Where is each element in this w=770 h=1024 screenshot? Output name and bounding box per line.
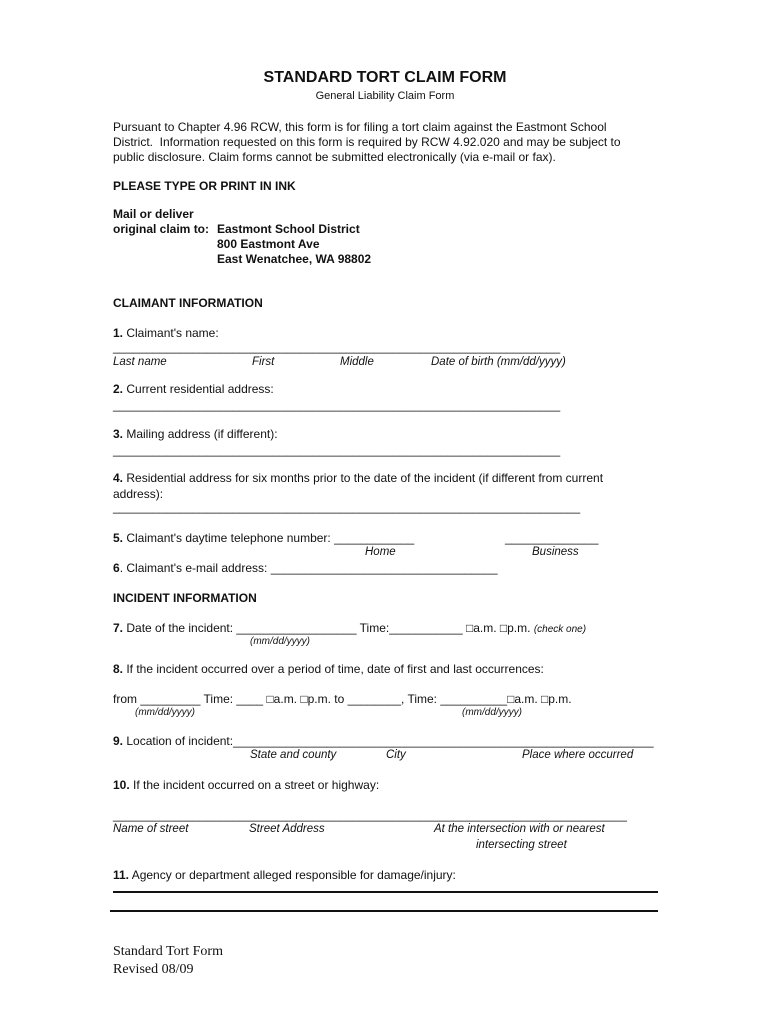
mailing-address-field[interactable]: ___________________________________________________________________	[113, 443, 561, 457]
sub-place-occurred: Place where occurred	[522, 749, 634, 761]
mail-label-2: original claim to:	[113, 222, 210, 236]
street-field[interactable]: _____________________________________________________________________________	[113, 808, 627, 822]
sub-date-format-8a: (mm/dd/yyyy)	[135, 707, 195, 718]
instruction-text: PLEASE TYPE OR PRINT IN INK	[113, 179, 296, 193]
residential-address-field[interactable]: ___________________________________________________________________	[113, 398, 561, 412]
question-11: 11. Agency or department alleged responsible for damage/injury:	[113, 868, 456, 882]
question-7: 7. Date of the incident: __________________ Time:___________ □a.m. □p.m. (check one)	[113, 621, 587, 635]
sub-date-format-8b: (mm/dd/yyyy)	[462, 707, 522, 718]
question-5: 5. Claimant's daytime telephone number: ____________	[113, 531, 415, 545]
sub-date-of-birth: Date of birth (mm/dd/yyyy)	[431, 356, 566, 368]
question-3: 3. Mailing address (if different):	[113, 427, 278, 441]
intro-line-1: Pursuant to Chapter 4.96 RCW, this form is for filing a tort claim against the Eastmont School	[113, 120, 607, 134]
sub-home: Home	[365, 546, 396, 558]
footer-divider	[110, 910, 658, 912]
sub-business: Business	[532, 546, 579, 558]
question-6: 6. Claimant's e-mail address: __________________________________	[113, 561, 498, 575]
form-subtitle: General Liability Claim Form	[315, 90, 455, 102]
question-1: 1. Claimant's name:	[113, 326, 219, 340]
check-one-hint: (check one)	[533, 624, 587, 635]
occurrence-range-field[interactable]: from _________ Time: ____ □a.m. □p.m. to ________, Time: __________□a.m. □p.m.	[113, 692, 572, 706]
question-10: 10. If the incident occurred on a street or highway:	[113, 778, 380, 792]
sub-intersection: At the intersection with or nearest	[434, 823, 605, 835]
sub-street-address: Street Address	[249, 823, 325, 835]
footer-revision: Revised 08/09	[113, 962, 194, 977]
sub-state-county: State and county	[250, 749, 337, 761]
sub-city: City	[386, 749, 406, 761]
agency-answer-line[interactable]	[113, 891, 658, 893]
question-4: 4. Residential address for six months prior to the date of the incident (if different from current	[113, 471, 604, 485]
mail-label-1: Mail or deliver	[113, 207, 194, 221]
claimant-heading: CLAIMANT INFORMATION	[113, 296, 263, 310]
sub-first-name: First	[252, 356, 275, 368]
footer-form-name: Standard Tort Form	[113, 944, 223, 959]
sub-street-name: Name of street	[113, 823, 189, 835]
question-2: 2. Current residential address:	[113, 382, 274, 396]
incident-heading: INCIDENT INFORMATION	[113, 591, 257, 605]
claimant-name-field[interactable]: ___________________________________________________________________	[113, 340, 561, 354]
question-8: 8. If the incident occurred over a period of time, date of first and last occurrences:	[113, 662, 544, 676]
sub-last-name: Last name	[113, 356, 167, 368]
sub-intersecting-street: intersecting street	[476, 839, 567, 851]
form-title: STANDARD TORT CLAIM FORM	[263, 69, 507, 86]
business-phone-field[interactable]: ______________	[505, 531, 599, 545]
prior-address-field[interactable]: ______________________________________________________________________	[113, 500, 581, 514]
mail-recipient: Eastmont School District	[217, 222, 360, 236]
mail-city: East Wenatchee, WA 98802	[217, 252, 372, 266]
sub-middle-name: Middle	[340, 356, 374, 368]
question-4-cont: address):	[113, 487, 164, 501]
mail-street: 800 Eastmont Ave	[217, 237, 320, 251]
question-9: 9. Location of incident:_______________________________________________________________	[113, 734, 654, 748]
sub-date-format-7: (mm/dd/yyyy)	[250, 636, 310, 647]
intro-line-3: public disclosure. Claim forms cannot be submitted electronically (via e-mail or fax).	[113, 150, 556, 164]
intro-line-2: District. Information requested on this form is required by RCW 4.92.020 and may be subject to	[113, 135, 621, 149]
